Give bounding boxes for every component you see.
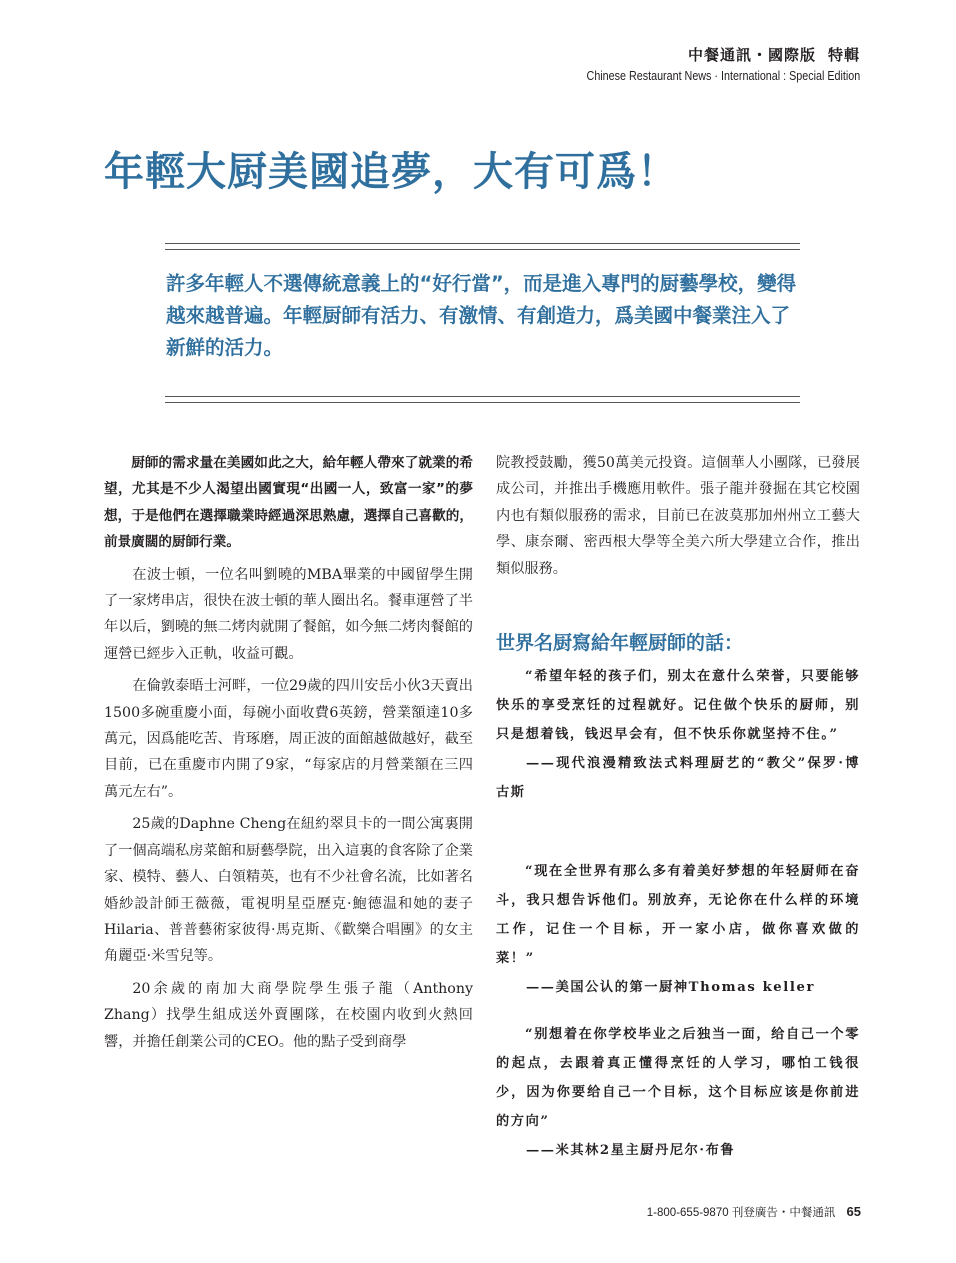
paragraph-new-york: 25歲的Daphne Cheng在紐約翠貝卡的一間公寓裏開了一個高端私房菜館和厨藝學院，出入這裏的食客除了企業家、模特、藝人、白領精英，也有不少社會名流，比如著名婚紗設計師王薇薇，電視明星亞歷克·鮑德温和她的妻子Hilaria、普普藝術家彼得·馬克斯、《歡樂合唱團》的女主角麗亞·米雪兒等。 (104, 816, 473, 965)
masthead (542, 44, 860, 83)
paragraph-usc: 20余歲的南加大商學院學生張子龍（Anthony Zhang）找學生組成送外賣團隊，在校園内收到火熱回響，并擔任創業公司的CEO。他的點子受到商學 (104, 980, 473, 1050)
quote-attribution: ——现代浪漫精致法式料理厨艺的“教父”保罗·博古斯 (496, 756, 860, 800)
footer-phone: 1-800-655-9870 (646, 1207, 729, 1219)
quote-block (496, 1020, 860, 1165)
quote-attribution: ——米其林2星主厨丹尼尔·布鲁 (526, 1143, 736, 1158)
left-column (104, 450, 473, 1061)
quote-text: “希望年轻的孩子们，别太在意什么荣誉，只要能够快乐的享受烹饪的过程就好。记住做个快乐的厨师，别只是想着钱，钱迟早会有，但不快乐你就坚持不住。” (496, 669, 860, 742)
article-title: 年輕大厨美國追夢，大有可爲！ (104, 149, 678, 195)
quote-attribution: ——美国公认的第一厨神Thomas keller (526, 980, 816, 995)
footer-label: 刊登廣告・中餐通訊 (731, 1207, 836, 1219)
quote-text: “别想着在你学校毕业之后独当一面，给自己一个零的起点，去跟着真正懂得烹饪的人学习，哪怕工钱很少，因为你要给自己一个目标，这个目标应该是你前进的方向” (496, 1027, 860, 1129)
page-number: 65 (846, 1204, 861, 1219)
paragraph-continued: 院教授鼓勵，獲50萬美元投資。這個華人小團隊，已發展成公司，并推出手機應用軟件。張子龍并發掘在其它校園内也有類似服務的需求，目前已在波莫那加州州立工藝大學、康奈爾、密西根大學等全美六所大學建立合作，推出類似服務。 (496, 455, 860, 577)
paragraph-intro: 厨師的需求量在美國如此之大，給年輕人帶來了就業的希望，尤其是不少人渴望出國實現“出國一人，致富一家”的夢想，于是他們在選擇職業時經過深思熟慮，選擇自己喜歡的，前景廣闊的厨師行業。 (104, 455, 473, 551)
quote-block (496, 662, 860, 807)
masthead-zh (542, 44, 860, 65)
page-footer (647, 1204, 861, 1220)
paragraph-london: 在倫敦泰晤士河畔，一位29歲的四川安岳小伙3天賣出1500多碗重慶小面，每碗小面收費6英鎊，營業額達10多萬元，因爲能吃苦、肯琢磨，周正波的面館越做越好，截至目前，已在重慶市内開了9家，“每家店的月營業額在三四萬元左右”。 (104, 678, 473, 800)
publication-name: 中餐通訊・國際版 (687, 46, 816, 64)
article-lede: 許多年輕人不選傳統意義上的“好行當”，而是進入專門的厨藝學校，變得越來越普遍。年輕厨師有活力、有激情、有創造力，爲美國中餐業注入了新鮮的活力。 (166, 272, 797, 359)
lede-rule-bottom (165, 396, 800, 403)
right-column (496, 450, 860, 582)
quote-text: “现在全世界有那么多有着美好梦想的年轻厨师在奋斗，我只想告诉他们。别放弃，无论你在什么样的环境工作，记住一个目标，开一家小店，做你喜欢做的菜！” (496, 864, 860, 966)
masthead-en: Chinese Restaurant News · International : Special Edition (586, 69, 860, 83)
paragraph-boston: 在波士頓，一位名叫劉曉的MBA畢業的中國留學生開了一家烤串店，很快在波士頓的華人圈出名。餐車運營了半年以后，劉曉的無二烤肉就開了餐館，如今無二烤肉餐館的運營已經步入正軌，收益可觀。 (104, 566, 473, 662)
quote-block (496, 857, 860, 1002)
edition-label: 特輯 (827, 46, 860, 64)
quotes-heading: 世界名厨寫給年輕厨師的話： (496, 632, 744, 654)
lede-rule-top (165, 243, 800, 250)
